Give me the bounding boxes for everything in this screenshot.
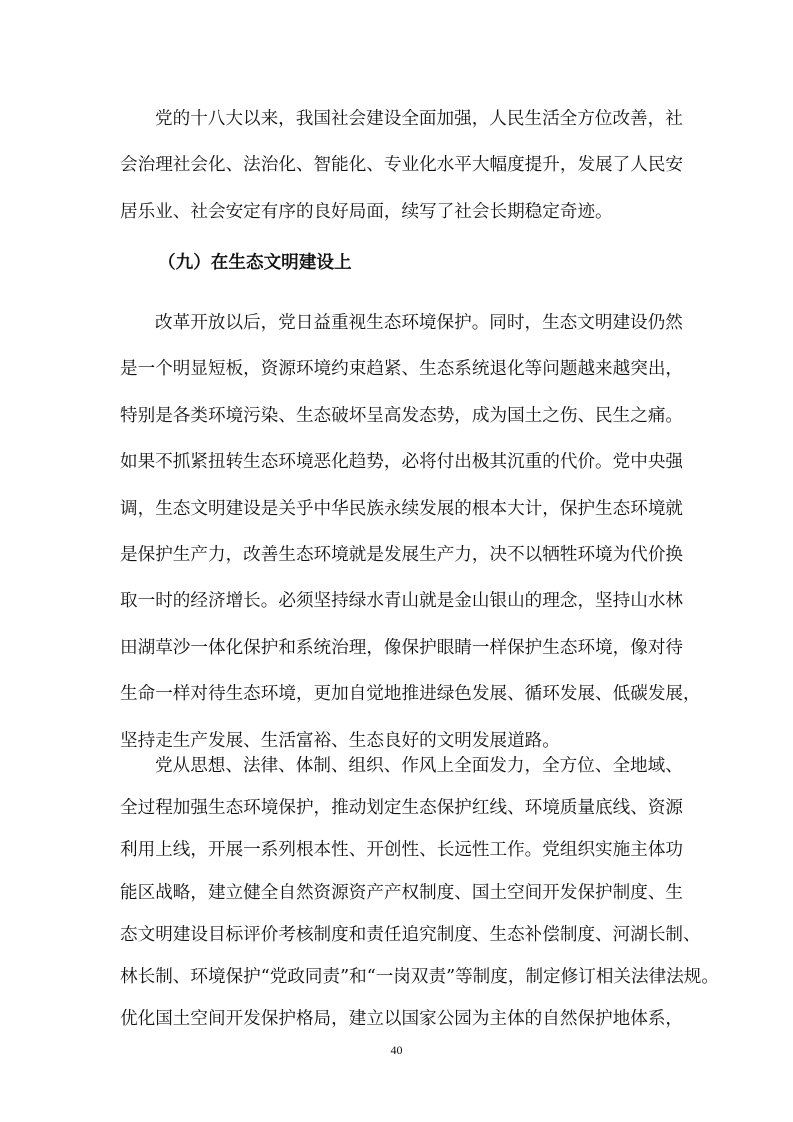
paragraph-line: 能区战略，建立健全自然资源资产产权制度、国土空间开发保护制度、生	[120, 882, 684, 903]
paragraph-line: 全过程加强生态环境保护，推动划定生态保护红线、环境质量底线、资源	[120, 798, 684, 819]
page-number: 40	[390, 1043, 403, 1057]
paragraph-line: 生命一样对待生态环境，更加自觉地推进绿色发展、循环发展、低碳发展，	[120, 684, 701, 705]
paragraph-line: 林长制、环境保护“党政同责”和“一岗双责”等制度，制定修订相关法律法规。	[120, 966, 719, 987]
paragraph-line: 会治理社会化、法治化、智能化、专业化水平大幅度提升，发展了人民安	[120, 155, 684, 176]
paragraph-line: 特别是各类环境污染、生态破坏呈高发态势，成为国土之伤、民生之痛。	[120, 405, 684, 426]
paragraph-line: 党从思想、法律、体制、组织、作风上全面发力，全方位、全地域、	[155, 756, 683, 776]
paragraph-line: 坚持走生产发展、生活富裕、生态良好的文明发展道路。	[120, 730, 560, 751]
paragraph-line: 如果不抓紧扭转生态环境恶化趋势，必将付出极其沉重的代价。党中央强	[120, 452, 684, 473]
paragraph-line: 是一个明显短板，资源环境约束趋紧、生态系统退化等问题越来越突出，	[120, 359, 684, 380]
paragraph-line: 田湖草沙一体化保护和系统治理，像保护眼睛一样保护生态环境，像对待	[120, 637, 684, 658]
paragraph-line: 调，生态文明建设是关乎中华民族永续发展的根本大计，保护生态环境就	[120, 498, 684, 519]
paragraph-line: 党的十八大以来，我国社会建设全面加强，人民生活全方位改善，社	[155, 109, 683, 129]
paragraph-line: 态文明建设目标评价考核制度和责任追究制度、生态补偿制度、河湖长制、	[120, 924, 701, 945]
paragraph-line: 取一时的经济增长。必须坚持绿水青山就是金山银山的理念，坚持山水林	[120, 591, 684, 612]
paragraph-line: 改革开放以后，党日益重视生态环境保护。同时，生态文明建设仍然	[155, 313, 683, 333]
paragraph-line: 居乐业、社会安定有序的良好局面，续写了社会长期稳定奇迹。	[120, 201, 613, 222]
paragraph-line: 是保护生产力，改善生态环境就是发展生产力，决不以牺牲环境为代价换	[120, 545, 684, 565]
paragraph-line: 利用上线，开展一系列根本性、开创性、长远性工作。党组织实施主体功	[120, 840, 684, 861]
section-heading: （九）在生态文明建设上	[158, 253, 352, 273]
paragraph-line: 优化国土空间开发保护格局，建立以国家公园为主体的自然保护地体系，	[120, 1009, 684, 1029]
